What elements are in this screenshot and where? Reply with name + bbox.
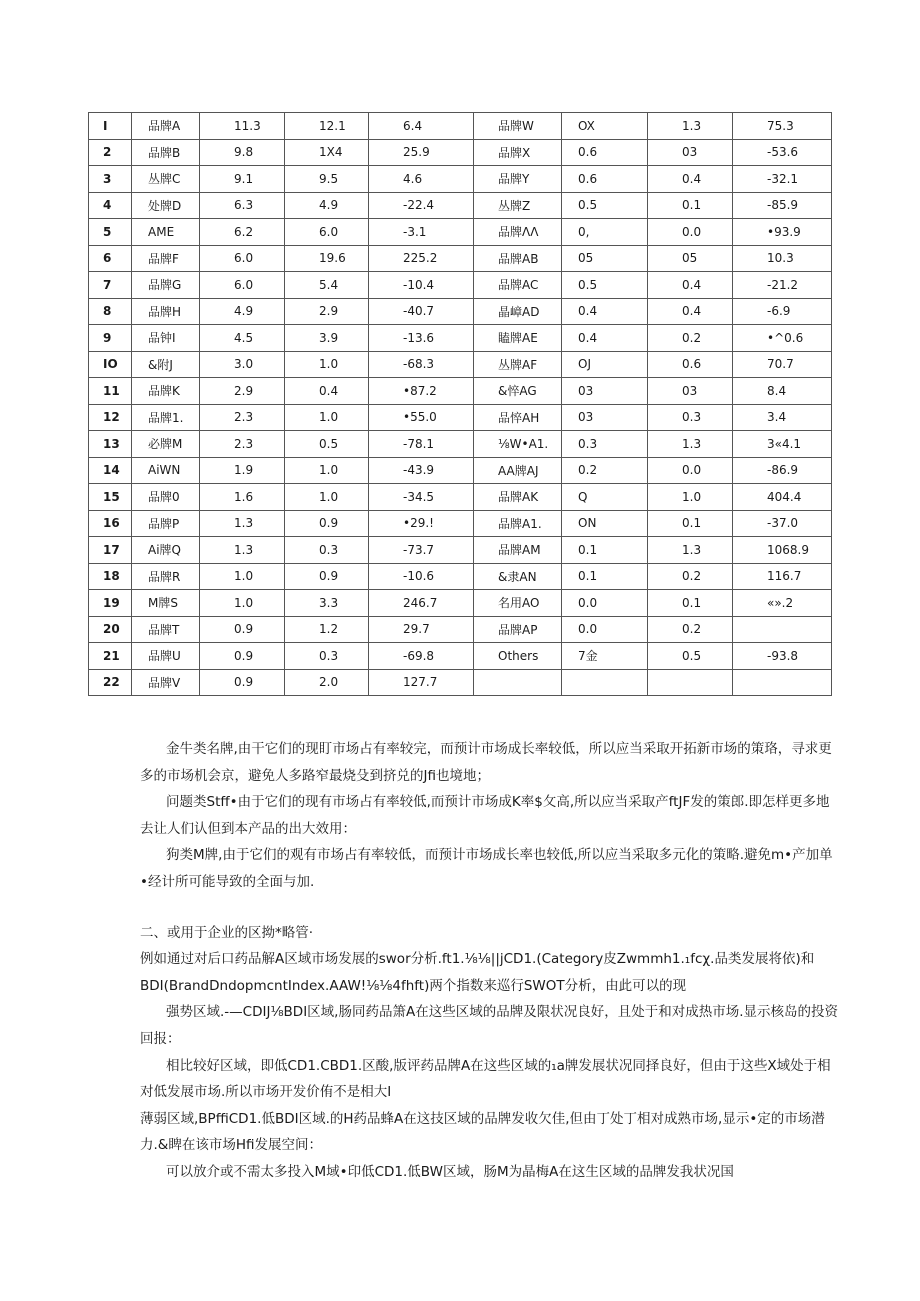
table-cell: 3«4.1 bbox=[733, 431, 832, 458]
table-cell: 品牌P bbox=[132, 510, 200, 537]
table-cell: •^0.6 bbox=[733, 325, 832, 352]
table-cell: ⅛W•A1. bbox=[474, 431, 562, 458]
table-cell: 品牌G bbox=[132, 272, 200, 299]
table-cell: 名用AO bbox=[474, 590, 562, 617]
table-cell: 4 bbox=[89, 192, 132, 219]
table-cell: 0.4 bbox=[285, 378, 369, 405]
table-cell: AME bbox=[132, 219, 200, 246]
table-cell: -69.8 bbox=[369, 643, 474, 670]
paragraph-swot-intro: 例如通过对后口药品解A区域市场发展的swor分析.ft1.⅛⅛||jCD1.(Category皮Zwmmh1.₁fcχ.品类发展将依)和BDI(BrandDndopmcntIndex.AAW!⅛⅛4fhft)两个指数来巡行SWOT分析，由此可以的现 bbox=[140, 951, 815, 994]
table-row bbox=[89, 537, 832, 564]
paragraph-better-area: 相比较好区域，即低CD1.CBD1.区酸,版评药品牌A在这些区域的₁a牌发展状况同择良好，但由于这些X域处于相对低发展市场.所以市场开发价侑不是相大I bbox=[140, 1057, 831, 1101]
table-cell: 03 bbox=[562, 378, 648, 405]
table-cell: 1.0 bbox=[285, 351, 369, 378]
table-cell: 0.4 bbox=[648, 166, 733, 193]
table-cell: 1.0 bbox=[285, 404, 369, 431]
paragraph-strong-area: 强势区域.-—CDIJ⅛BDI区域,肠同药品箫A在这些区域的品牌及限状况良好，且处于和对成热市场.显示核岛的投资回报： bbox=[140, 1004, 838, 1047]
table-cell: 6 bbox=[89, 245, 132, 272]
table-cell: 6.0 bbox=[285, 219, 369, 246]
table-cell: 0.4 bbox=[562, 298, 648, 325]
table-cell bbox=[733, 616, 832, 643]
table-cell: -13.6 bbox=[369, 325, 474, 352]
table-cell: 1X4 bbox=[285, 139, 369, 166]
table-cell: 0.2 bbox=[648, 616, 733, 643]
table-cell: 7 bbox=[89, 272, 132, 299]
table-cell: 116.7 bbox=[733, 563, 832, 590]
table-cell: 1.3 bbox=[648, 431, 733, 458]
table-cell: 16 bbox=[89, 510, 132, 537]
table-cell: 品牌1. bbox=[132, 404, 200, 431]
table-cell: 13 bbox=[89, 431, 132, 458]
table-row bbox=[89, 404, 832, 431]
table-cell: -22.4 bbox=[369, 192, 474, 219]
table-cell: 1.3 bbox=[648, 113, 733, 140]
table-cell: 8 bbox=[89, 298, 132, 325]
table-cell: 丛牌Z bbox=[474, 192, 562, 219]
table-cell: 21 bbox=[89, 643, 132, 670]
table-cell: 0.9 bbox=[200, 669, 285, 696]
table-cell: 0.1 bbox=[562, 563, 648, 590]
table-cell: 3.9 bbox=[285, 325, 369, 352]
table-cell: 22 bbox=[89, 669, 132, 696]
table-cell: 0.2 bbox=[648, 325, 733, 352]
table-cell: 9.5 bbox=[285, 166, 369, 193]
table-cell: 0.9 bbox=[200, 643, 285, 670]
table-cell: 品牌0 bbox=[132, 484, 200, 511]
table-cell: 品牌R bbox=[132, 563, 200, 590]
table-cell: -73.7 bbox=[369, 537, 474, 564]
table-row bbox=[89, 457, 832, 484]
table-cell: 品牌F bbox=[132, 245, 200, 272]
table-cell: 0.0 bbox=[648, 457, 733, 484]
table-cell: 品牌T bbox=[132, 616, 200, 643]
table-cell: -43.9 bbox=[369, 457, 474, 484]
table-cell: -86.9 bbox=[733, 457, 832, 484]
table-cell: 3.4 bbox=[733, 404, 832, 431]
table-cell: 0.6 bbox=[648, 351, 733, 378]
table-row bbox=[89, 219, 832, 246]
table-cell: 05 bbox=[648, 245, 733, 272]
table-cell: I bbox=[89, 113, 132, 140]
table-cell: -85.9 bbox=[733, 192, 832, 219]
table-cell: 处牌D bbox=[132, 192, 200, 219]
table-cell: -10.6 bbox=[369, 563, 474, 590]
table-cell: 1.0 bbox=[200, 590, 285, 617]
table-cell: 0.6 bbox=[562, 139, 648, 166]
brand-data-table bbox=[88, 112, 832, 696]
table-cell: 0.5 bbox=[562, 272, 648, 299]
table-cell: 5.4 bbox=[285, 272, 369, 299]
table-row bbox=[89, 378, 832, 405]
table-cell: 3 bbox=[89, 166, 132, 193]
table-cell: 品悴AH bbox=[474, 404, 562, 431]
table-cell: 3.3 bbox=[285, 590, 369, 617]
table-cell: 0.4 bbox=[562, 325, 648, 352]
table-cell: 9 bbox=[89, 325, 132, 352]
table-cell: 必牌M bbox=[132, 431, 200, 458]
paragraph-dog: 狗类M牌,由于它们的观有市场占有率较低，而预计市场成长率也较低,所以应当采取多元化的策略.避免m•产加单•经计所可能导致的全面与加. bbox=[140, 847, 833, 890]
table-cell: 2.0 bbox=[285, 669, 369, 696]
table-cell: 0, bbox=[562, 219, 648, 246]
table-cell: 1.0 bbox=[200, 563, 285, 590]
table-cell: 0.5 bbox=[648, 643, 733, 670]
table-cell: -6.9 bbox=[733, 298, 832, 325]
paragraph-cash-cow: 金牛类名牌,由干它们的现盯市场占有率较完，而预计市场成长率较低，所以应当采取开拓新市场的策珞，寻求更多的市场机会京，避免人多路窄最烧殳到挤兑的Jfi也境地； bbox=[140, 741, 832, 784]
table-cell: 10.3 bbox=[733, 245, 832, 272]
table-cell: 品牌K bbox=[132, 378, 200, 405]
table-cell: 0.2 bbox=[562, 457, 648, 484]
table-cell: 246.7 bbox=[369, 590, 474, 617]
table-cell: 03 bbox=[648, 139, 733, 166]
table-cell: 0.4 bbox=[648, 272, 733, 299]
table-cell: 11.3 bbox=[200, 113, 285, 140]
table-cell: -10.4 bbox=[369, 272, 474, 299]
table-cell bbox=[562, 669, 648, 696]
table-row bbox=[89, 298, 832, 325]
table-cell: M牌S bbox=[132, 590, 200, 617]
table-cell: 0.3 bbox=[562, 431, 648, 458]
table-cell: 0.0 bbox=[562, 590, 648, 617]
table-cell: 1068.9 bbox=[733, 537, 832, 564]
table-cell: 17 bbox=[89, 537, 132, 564]
table-cell: 12.1 bbox=[285, 113, 369, 140]
table-cell: 0.3 bbox=[285, 643, 369, 670]
table-cell: 2.9 bbox=[285, 298, 369, 325]
table-cell: 品牌Y bbox=[474, 166, 562, 193]
table-cell: 2.3 bbox=[200, 431, 285, 458]
table-cell bbox=[474, 669, 562, 696]
table-row bbox=[89, 245, 832, 272]
table-cell: 05 bbox=[562, 245, 648, 272]
table-row bbox=[89, 484, 832, 511]
table-cell: 品牌AK bbox=[474, 484, 562, 511]
table-cell: Q bbox=[562, 484, 648, 511]
table-cell: 0.1 bbox=[648, 510, 733, 537]
table-cell: &隶AN bbox=[474, 563, 562, 590]
table-cell: 0.6 bbox=[562, 166, 648, 193]
table-cell: 1.9 bbox=[200, 457, 285, 484]
table-cell: 品牌B bbox=[132, 139, 200, 166]
table-row bbox=[89, 272, 832, 299]
table-cell: 品牌A1. bbox=[474, 510, 562, 537]
table-cell: 1.0 bbox=[285, 457, 369, 484]
table-cell: OJ bbox=[562, 351, 648, 378]
paragraph-abandon-area: 可以放介或不需太多投入M域•印低CD1.低BW区域，肠M为晶梅A在这生区域的品牌发我状况国 bbox=[166, 1163, 734, 1180]
table-cell: AiWN bbox=[132, 457, 200, 484]
table-row bbox=[89, 351, 832, 378]
table-cell: 3.0 bbox=[200, 351, 285, 378]
table-cell: 2.3 bbox=[200, 404, 285, 431]
table-cell: 1.3 bbox=[200, 537, 285, 564]
table-cell: «».2 bbox=[733, 590, 832, 617]
table-cell: 0.1 bbox=[562, 537, 648, 564]
table-row bbox=[89, 139, 832, 166]
table-cell: 品牌U bbox=[132, 643, 200, 670]
table-cell: 12 bbox=[89, 404, 132, 431]
table-cell: -21.2 bbox=[733, 272, 832, 299]
table-cell: 1.6 bbox=[200, 484, 285, 511]
table-cell: 0.5 bbox=[285, 431, 369, 458]
table-cell: •93.9 bbox=[733, 219, 832, 246]
table-row bbox=[89, 563, 832, 590]
table-cell: 品牌AB bbox=[474, 245, 562, 272]
table-cell: 品牌W bbox=[474, 113, 562, 140]
table-cell: 0.3 bbox=[648, 404, 733, 431]
table-cell: 4.6 bbox=[369, 166, 474, 193]
table-cell: 6.0 bbox=[200, 245, 285, 272]
paragraph-question-mark: 问题类Stff•由于它们的现有市场占有率较低,而预计市场成K率$攵高,所以应当采取产ftJF发的策郎.即怎样更多地去让人们认但到本产品的出大效用： bbox=[140, 794, 830, 837]
table-body bbox=[89, 113, 832, 696]
table-cell: 0.4 bbox=[648, 298, 733, 325]
table-cell: AA牌AJ bbox=[474, 457, 562, 484]
table-cell: 8.4 bbox=[733, 378, 832, 405]
table-cell: 1.3 bbox=[200, 510, 285, 537]
table-cell: 丛牌AF bbox=[474, 351, 562, 378]
table-cell: 2.9 bbox=[200, 378, 285, 405]
table-cell: 127.7 bbox=[369, 669, 474, 696]
table-row bbox=[89, 590, 832, 617]
table-cell: 1.0 bbox=[285, 484, 369, 511]
table-cell: -93.8 bbox=[733, 643, 832, 670]
table-cell: -32.1 bbox=[733, 166, 832, 193]
table-cell: 14 bbox=[89, 457, 132, 484]
table-cell: •55.0 bbox=[369, 404, 474, 431]
table-cell: 7金 bbox=[562, 643, 648, 670]
table-row bbox=[89, 325, 832, 352]
table-cell: 4.9 bbox=[285, 192, 369, 219]
table-cell: 5 bbox=[89, 219, 132, 246]
section-heading: 二、或用于企业的区拗*略管· bbox=[140, 924, 314, 941]
table-cell: 9.1 bbox=[200, 166, 285, 193]
table-cell: 4.5 bbox=[200, 325, 285, 352]
table-cell: 25.9 bbox=[369, 139, 474, 166]
table-cell: &悴AG bbox=[474, 378, 562, 405]
paragraph-weak-area: 薄弱区域,BPffiCD1.低BDI区域.的H药品蜂A在这技区域的品牌发收欠佳,但由丁处丁相对成熟市场,显示•定的市场潜力.&睥在该市场Hfi发展空间： bbox=[140, 1110, 825, 1154]
table-cell: •87.2 bbox=[369, 378, 474, 405]
table-cell: 404.4 bbox=[733, 484, 832, 511]
table-cell: 品牌X bbox=[474, 139, 562, 166]
table-cell: 1.0 bbox=[648, 484, 733, 511]
table-cell: 6.2 bbox=[200, 219, 285, 246]
table-cell: &附J bbox=[132, 351, 200, 378]
table-cell: 1.2 bbox=[285, 616, 369, 643]
table-cell: 丛牌C bbox=[132, 166, 200, 193]
table-row bbox=[89, 431, 832, 458]
table-cell: -3.1 bbox=[369, 219, 474, 246]
table-cell: 20 bbox=[89, 616, 132, 643]
table-row bbox=[89, 192, 832, 219]
table-cell: 70.7 bbox=[733, 351, 832, 378]
table-cell: 1.3 bbox=[648, 537, 733, 564]
table-cell: -37.0 bbox=[733, 510, 832, 537]
table-cell: -34.5 bbox=[369, 484, 474, 511]
table-cell: 品牌AC bbox=[474, 272, 562, 299]
table-cell: ON bbox=[562, 510, 648, 537]
table-cell: 6.0 bbox=[200, 272, 285, 299]
table-cell: 9.8 bbox=[200, 139, 285, 166]
table-cell: 品牌AM bbox=[474, 537, 562, 564]
table-cell: 0.1 bbox=[648, 192, 733, 219]
table-cell: IO bbox=[89, 351, 132, 378]
table-cell: 29.7 bbox=[369, 616, 474, 643]
table-cell: •29.! bbox=[369, 510, 474, 537]
table-cell: 0.0 bbox=[562, 616, 648, 643]
table-row bbox=[89, 166, 832, 193]
table-cell bbox=[733, 669, 832, 696]
table-cell: 225.2 bbox=[369, 245, 474, 272]
table-cell: 瞌牌AE bbox=[474, 325, 562, 352]
table-cell: OX bbox=[562, 113, 648, 140]
table-cell: 6.4 bbox=[369, 113, 474, 140]
table-cell: 03 bbox=[562, 404, 648, 431]
table-cell: -53.6 bbox=[733, 139, 832, 166]
table-cell: 品牌V bbox=[132, 669, 200, 696]
table-cell: 0.9 bbox=[285, 563, 369, 590]
table-cell: 品牌ΛΛ bbox=[474, 219, 562, 246]
table-row bbox=[89, 113, 832, 140]
table-cell: 03 bbox=[648, 378, 733, 405]
table-cell: 19.6 bbox=[285, 245, 369, 272]
table-cell: 0.5 bbox=[562, 192, 648, 219]
table-cell: 品牌A bbox=[132, 113, 200, 140]
table-cell: 0.9 bbox=[285, 510, 369, 537]
table-cell: 6.3 bbox=[200, 192, 285, 219]
table-cell: 0.0 bbox=[648, 219, 733, 246]
table-cell: -78.1 bbox=[369, 431, 474, 458]
table-row bbox=[89, 616, 832, 643]
table-cell: 2 bbox=[89, 139, 132, 166]
table-row bbox=[89, 669, 832, 696]
table-cell: Ai牌Q bbox=[132, 537, 200, 564]
table-cell: -68.3 bbox=[369, 351, 474, 378]
table-cell: 4.9 bbox=[200, 298, 285, 325]
table-cell: 品牌H bbox=[132, 298, 200, 325]
body-text bbox=[140, 736, 840, 1186]
table-cell: 品牌AP bbox=[474, 616, 562, 643]
table-cell: 0.3 bbox=[285, 537, 369, 564]
table-row bbox=[89, 643, 832, 670]
table-cell: -40.7 bbox=[369, 298, 474, 325]
table-cell: 0.1 bbox=[648, 590, 733, 617]
table-cell: Others bbox=[474, 643, 562, 670]
table-cell: 19 bbox=[89, 590, 132, 617]
table-cell bbox=[648, 669, 733, 696]
table-cell: 11 bbox=[89, 378, 132, 405]
table-cell: 晶嶂AD bbox=[474, 298, 562, 325]
table-cell: 0.9 bbox=[200, 616, 285, 643]
table-cell: 75.3 bbox=[733, 113, 832, 140]
table-cell: 品钟I bbox=[132, 325, 200, 352]
table-row bbox=[89, 510, 832, 537]
table-cell: 15 bbox=[89, 484, 132, 511]
table-cell: 0.2 bbox=[648, 563, 733, 590]
table-cell: 18 bbox=[89, 563, 132, 590]
